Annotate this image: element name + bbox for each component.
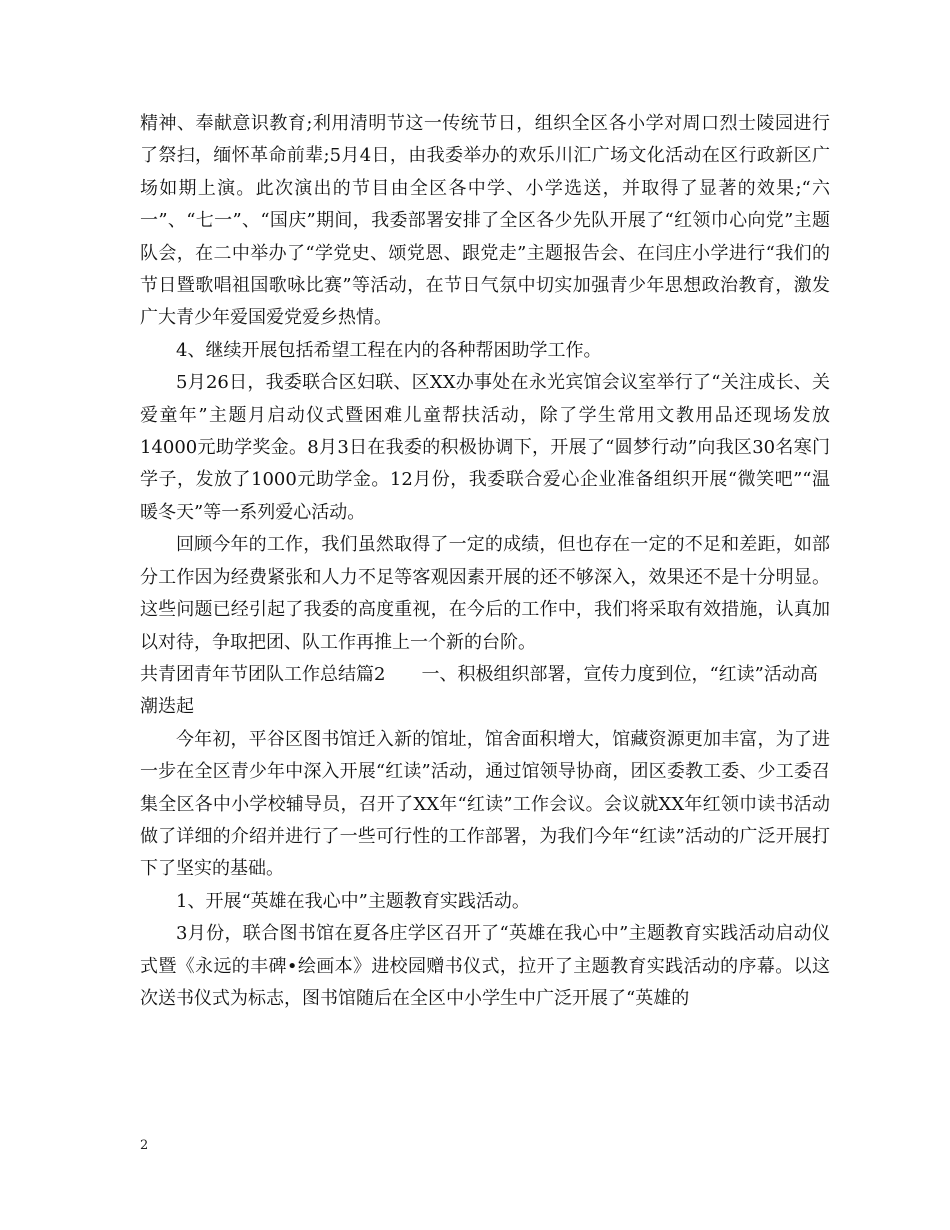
- paragraph-item-1: 1、开展“英雄在我心中”主题教育实践活动。: [176, 890, 530, 912]
- paragraph-march: 3月份，联合图书馆在夏各庄学区召开了“英雄在我心中”主题教育实践活动启动仪式暨《永远的丰碑•绘画本》进校园赠书仪式，拉开了主题教育实践活动的序幕。以这次送书仪式为标志，图书馆随后在全区中小学生中广泛开展了“英雄的: [140, 923, 830, 1009]
- paragraph-may-26: 5月26日，我委联合区妇联、区XX办事处在永光宾馆会议室举行了“关注成长、关爱童年”主题月启动仪式暨困难儿童帮扶活动，除了学生常用文教用品还现场发放14000元助学奖金。8月3日在我委的积极协调下，开展了“圆梦行动”向我区30名寒门学子，发放了1000元助学金。12月份，我委联合爱心企业准备组织开展“微笑吧”“温暖冬天”等一系列爱心活动。: [140, 372, 830, 523]
- paragraph-continuation: 精神、奉献意识教育;利用清明节这一传统节日，组织全区各小学对周口烈士陵园进行了祭扫，缅怀革命前辈;5月4日，由我委举办的欢乐川汇广场文化活动在区行政新区广场如期上演。此次演出的节目由全区各中学、小学选送，并取得了显著的效果;“六一”、“七一”、“国庆”期间，我委部署安排了全区各少先队开展了“红领巾心向党”主题队会，在二中举办了“学党史、颂党恩、跟党走”主题报告会、在闫庄小学进行“我们的节日暨歌唱祖国歌咏比赛”等活动，在节日气氛中切实加强青少年思想政治教育，激发广大青少年爱国爱党爱乡热情。: [140, 113, 830, 329]
- paragraph-review: 回顾今年的工作，我们虽然取得了一定的成绩，但也存在一定的不足和差距，如部分工作因为经费紧张和人力不足等客观因素开展的还不够深入，效果还不是十分明显。这些问题已经引起了我委的高度重视，在今后的工作中，我们将采取有效措施，认真加以对待，争取把团、队工作再推上一个新的台阶。: [140, 534, 830, 653]
- page-number: 2: [140, 1138, 149, 1153]
- paragraph-item-4: 4、继续开展包括希望工程在内的各种帮困助学工作。: [176, 339, 602, 361]
- paragraph-library: 今年初，平谷区图书馆迁入新的馆址，馆舍面积增大，馆藏资源更加丰富，为了进一步在全区青少年中深入开展“红读”活动，通过馆领导协商，团区委教工委、少工委召集全区各中小学校辅导员，召开了XX年“红读”工作会议。会议就XX年红领巾读书活动做了详细的介绍并进行了一些可行性的工作部署，为我们今年“红读”活动的广泛开展打下了坚实的基础。: [140, 728, 830, 880]
- document-body: [140, 108, 830, 1015]
- section-heading-part-2: 共青团青年节团队工作总结篇2 一、积极组织部署，宣传力度到位，“红读”活动高潮迭起: [140, 663, 818, 718]
